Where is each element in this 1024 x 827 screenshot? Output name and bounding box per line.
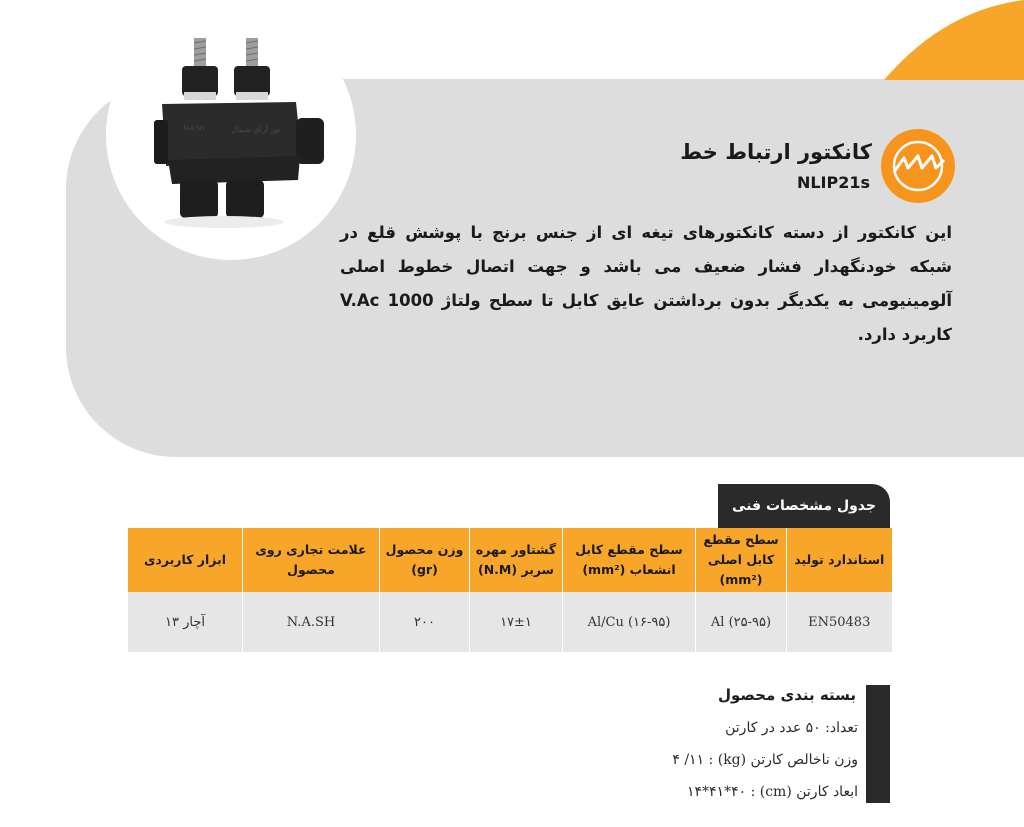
spec-table-tab: جدول مشخصات فنی [718, 484, 890, 528]
spec-header-cell: وزن محصول (gr) [380, 528, 470, 592]
product-side-text: N.A.SH [183, 125, 205, 132]
packaging-title: بسته بندی محصول [717, 686, 856, 704]
spec-value-row [128, 592, 892, 652]
product-image [106, 10, 356, 260]
brand-logo-icon [880, 128, 956, 204]
spec-value-cell: EN50483 [787, 592, 892, 652]
spec-value-cell: ۲۰۰ [380, 592, 470, 652]
product-body-text: نور آرای شمال [231, 125, 281, 134]
spec-value-cell: ۱۷±۱ [470, 592, 563, 652]
orange-corner-decoration [884, 0, 1024, 80]
spec-value-cell: N.A.SH [243, 592, 380, 652]
packaging-dimensions: ابعاد کارتن (cm) : ۱۴*۴۱*۴۰ [687, 784, 858, 800]
spec-header-cell: ابزار کاربردی [128, 528, 243, 592]
product-description: این کانکتور از دسته کانکتورهای تیغه ای از جنس برنج با پوشش قلع در شبکه خودنگهدار فشار ضعیف می باشد و جهت اتصال خطوط اصلی آلومینیومی به یکدیگر بدون برداشتن عایق کابل تا سطح ولتاژ 1000 V.Ac کاربرد دارد. [340, 223, 952, 344]
packaging-quantity: تعداد: ۵۰ عدد در کارتن [725, 720, 858, 736]
spec-header-cell: سطح مقطع کابل اصلی (mm²) [696, 528, 787, 592]
spec-header-cell: علامت تجاری روی محصول [243, 528, 380, 592]
model-code: NLIP21s [796, 173, 870, 192]
page-title: کانکتور ارتباط خط [680, 140, 872, 164]
spec-header-row [128, 528, 892, 592]
spec-value-cell: آچار ۱۳ [128, 592, 243, 652]
spec-value-cell: Al (۲۵-۹۵) [696, 592, 787, 652]
spec-header-cell: گشتاور مهره سربر (N.M) [470, 528, 563, 592]
packaging-gross-weight: وزن ناخالص کارتن (kg) : ۴ /۱۱ [672, 752, 858, 768]
spec-header-cell: استاندارد تولید [787, 528, 892, 592]
packaging-accent-bar [866, 685, 890, 803]
spec-header-cell: سطح مقطع کابل انشعاب (mm²) [563, 528, 696, 592]
spec-table [127, 528, 892, 652]
spec-value-cell: Al/Cu (۱۶-۹۵) [563, 592, 696, 652]
